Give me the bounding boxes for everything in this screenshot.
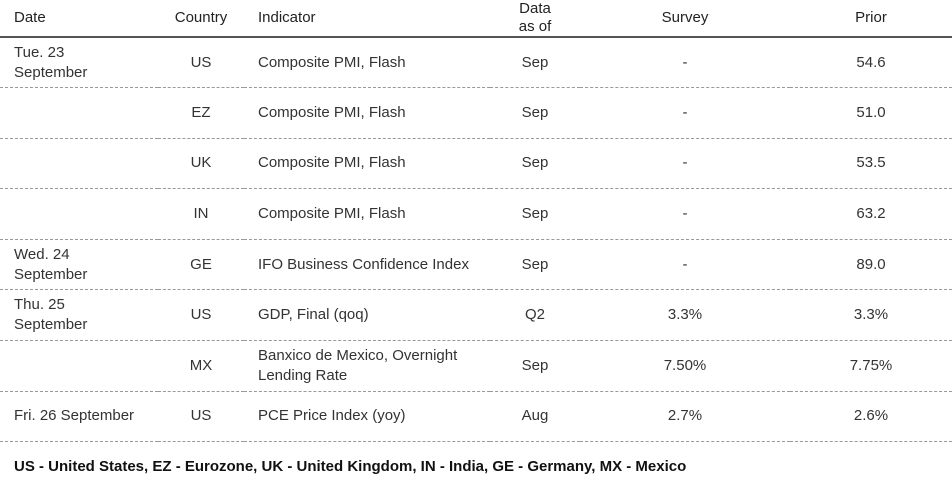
header-survey: Survey [580, 0, 790, 37]
cell-date [0, 138, 158, 189]
cell-prior: 7.75% [790, 341, 952, 392]
cell-prior: 2.6% [790, 391, 952, 442]
cell-country: US [158, 37, 244, 88]
cell-country: GE [158, 239, 244, 290]
cell-prior: 89.0 [790, 239, 952, 290]
cell-survey: 7.50% [580, 341, 790, 392]
table-row [0, 290, 952, 341]
header-date: Date [0, 0, 158, 37]
cell-indicator: Composite PMI, Flash [244, 37, 490, 88]
cell-prior: 54.6 [790, 37, 952, 88]
cell-data-as-of: Aug [490, 391, 580, 442]
cell-country: US [158, 391, 244, 442]
header-data-as-of: Data as of [490, 0, 580, 37]
table-row [0, 239, 952, 290]
table-row [0, 189, 952, 240]
cell-data-as-of: Q2 [490, 290, 580, 341]
cell-country: US [158, 290, 244, 341]
cell-indicator: GDP, Final (qoq) [244, 290, 490, 341]
table-row [0, 391, 952, 442]
table-header-row [0, 0, 952, 37]
cell-data-as-of: Sep [490, 239, 580, 290]
cell-data-as-of: Sep [490, 189, 580, 240]
cell-indicator: Composite PMI, Flash [244, 88, 490, 139]
cell-country: EZ [158, 88, 244, 139]
cell-country: UK [158, 138, 244, 189]
cell-date: Fri. 26 September [0, 391, 158, 442]
cell-survey: 3.3% [580, 290, 790, 341]
cell-prior: 51.0 [790, 88, 952, 139]
cell-indicator: Composite PMI, Flash [244, 189, 490, 240]
header-prior: Prior [790, 0, 952, 37]
cell-date [0, 341, 158, 392]
cell-survey: - [580, 88, 790, 139]
cell-date: Tue. 23 September [0, 37, 158, 88]
cell-prior: 3.3% [790, 290, 952, 341]
cell-prior: 53.5 [790, 138, 952, 189]
cell-survey: - [580, 189, 790, 240]
table-row [0, 37, 952, 88]
cell-date: Wed. 24 September [0, 239, 158, 290]
cell-indicator: Composite PMI, Flash [244, 138, 490, 189]
cell-data-as-of: Sep [490, 88, 580, 139]
cell-date [0, 88, 158, 139]
cell-data-as-of: Sep [490, 341, 580, 392]
cell-date: Thu. 25 September [0, 290, 158, 341]
cell-indicator: Banxico de Mexico, Overnight Lending Rate [244, 341, 490, 392]
header-country: Country [158, 0, 244, 37]
cell-indicator: PCE Price Index (yoy) [244, 391, 490, 442]
table-row [0, 341, 952, 392]
cell-country: IN [158, 189, 244, 240]
cell-date [0, 189, 158, 240]
cell-survey: - [580, 37, 790, 88]
table-row [0, 138, 952, 189]
cell-survey: - [580, 239, 790, 290]
table-row [0, 88, 952, 139]
cell-survey: 2.7% [580, 391, 790, 442]
cell-country: MX [158, 341, 244, 392]
cell-survey: - [580, 138, 790, 189]
country-legend-footnote: US - United States, EZ - Eurozone, UK - United Kingdom, IN - India, GE - Germany, MX - Mexico [14, 458, 687, 475]
cell-data-as-of: Sep [490, 37, 580, 88]
cell-data-as-of: Sep [490, 138, 580, 189]
header-indicator: Indicator [244, 0, 490, 37]
cell-prior: 63.2 [790, 189, 952, 240]
cell-indicator: IFO Business Confidence Index [244, 239, 490, 290]
